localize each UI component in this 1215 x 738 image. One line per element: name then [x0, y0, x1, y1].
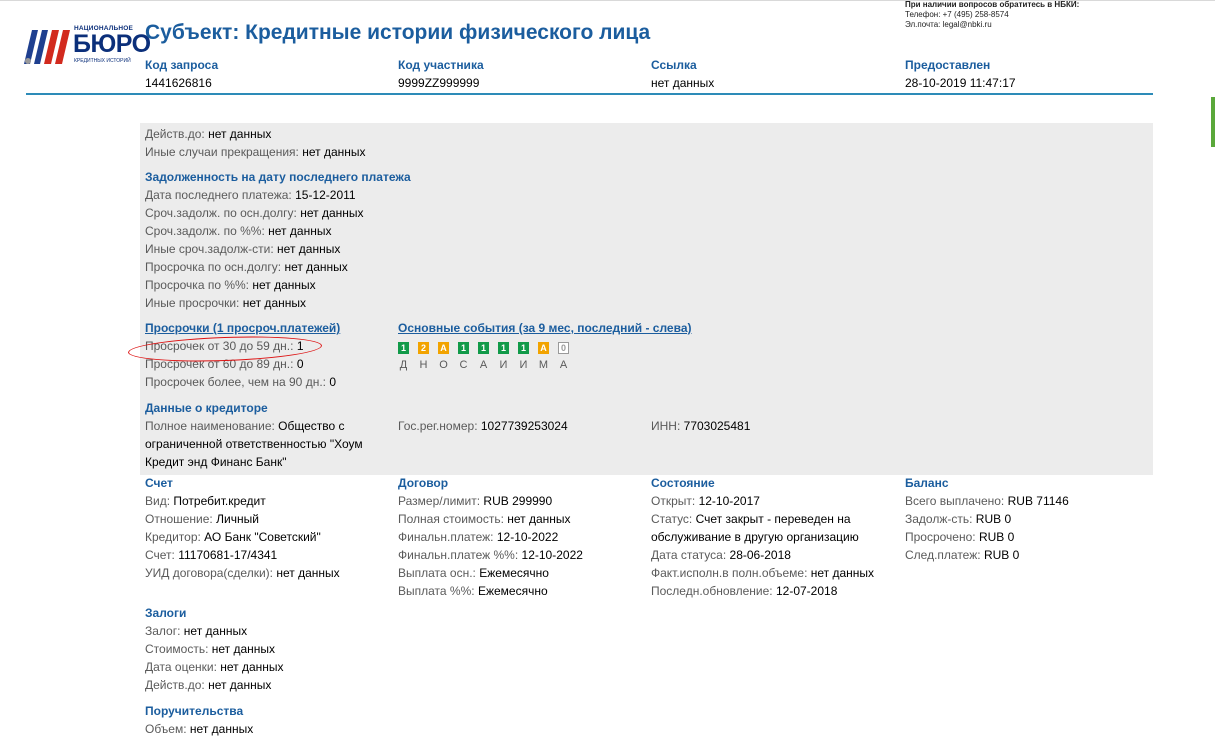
event-code-cell: 0: [558, 342, 569, 354]
page-title: Субъект: Кредитные истории физического лица: [145, 21, 651, 44]
balance-item: Задолж-сть: RUB 0: [905, 512, 1012, 526]
overdue-item: Просрочек более, чем на 90 дн.: 0: [145, 375, 337, 389]
nbki-logo: [22, 24, 151, 70]
event-month-letter: С: [459, 359, 468, 371]
balance-item: След.платеж: RUB 0: [905, 548, 1020, 562]
meta-value: 28-10-2019 11:47:17: [905, 76, 1016, 90]
balance-item: Просрочено: RUB 0: [905, 530, 1015, 544]
event-code-cell: 1: [518, 342, 529, 354]
collateral-section-title: Залоги: [145, 606, 187, 620]
meta-label: Предоставлен: [905, 58, 991, 72]
contract-item: Полная стоимость: нет данных: [398, 512, 571, 526]
state-opened: Открыт: 12-10-2017: [651, 494, 760, 508]
logo-bars-icon: [22, 26, 72, 66]
event-month-letter: Д: [399, 359, 408, 371]
meta-reference: [651, 58, 714, 90]
debt-item: Просрочка по %%: нет данных: [145, 278, 316, 292]
events-section-title[interactable]: Основные события (за 9 мес, последний - слева): [398, 321, 692, 335]
collateral-item: Стоимость: нет данных: [145, 642, 276, 656]
header-rule: [26, 93, 1153, 95]
logo-word-top: НАЦИОНАЛЬНОЕ: [74, 25, 134, 32]
event-month-letter: А: [559, 359, 568, 371]
collateral-item: Действ.до: нет данных: [145, 678, 272, 692]
debt-item: Просрочка по осн.долгу: нет данных: [145, 260, 348, 274]
contract-section-title: Договор: [398, 476, 449, 490]
account-item: Счет: 11170681-17/4341: [145, 548, 278, 562]
state-item: Факт.исполн.в полн.объеме: нет данных: [651, 566, 875, 580]
valid-until-line: Действ.до: нет данных: [145, 127, 272, 141]
event-code-cell: A: [438, 342, 449, 354]
other-termination-line: Иные случаи прекращения: нет данных: [145, 145, 366, 159]
account-item: Отношение: Личный: [145, 512, 259, 526]
contract-item: Выплата осн.: Ежемесячно: [398, 566, 549, 580]
meta-label: Код запроса: [145, 58, 219, 72]
account-item: УИД договора(сделки): нет данных: [145, 566, 340, 580]
meta-value: 1441626816: [145, 76, 212, 90]
debt-item: Иные сроч.задолж-сти: нет данных: [145, 242, 341, 256]
creditor-inn: ИНН: 7703025481: [651, 419, 751, 433]
overdue-item: Просрочек от 60 до 89 дн.: 0: [145, 357, 304, 371]
logo-word-bottom: КРЕДИТНЫХ ИСТОРИЙ: [74, 58, 131, 64]
meta-request-code: [145, 58, 218, 90]
event-code-cell: A: [538, 342, 549, 354]
meta-label: Код участника: [398, 58, 484, 72]
debt-item: Иные просрочки: нет данных: [145, 296, 306, 310]
account-item: Вид: Потребит.кредит: [145, 494, 266, 508]
meta-value: 9999ZZ999999: [398, 76, 480, 90]
event-month-letter: И: [519, 359, 528, 371]
event-code-cell: 1: [478, 342, 489, 354]
scroll-marker: [1211, 97, 1215, 147]
contract-item: Размер/лимит: RUB 299990: [398, 494, 553, 508]
state-item: Последн.обновление: 12-07-2018: [651, 584, 838, 598]
debt-item: Сроч.задолж. по осн.долгу: нет данных: [145, 206, 364, 220]
meta-member-code: [398, 58, 484, 90]
event-code-cell: 1: [498, 342, 509, 354]
state-status: Статус: Счет закрыт - переведен на обслуживание в другую организацию: [651, 512, 859, 544]
contact-phone: Телефон: +7 (495) 258-8574: [905, 10, 1009, 19]
contact-email: Эл.почта: legal@nbki.ru: [905, 20, 992, 29]
meta-label: Ссылка: [651, 58, 697, 72]
creditor-full-name: Полное наименование: Общество с ограниченной ответственностью "Хоум Кредит энд Финанс Банк": [145, 419, 363, 469]
overdue-section-title[interactable]: Просрочки (1 просроч.платежей): [145, 321, 341, 335]
event-month-letter: М: [538, 359, 549, 371]
debt-item: Сроч.задолж. по %%: нет данных: [145, 224, 332, 238]
logo-word-main: БЮРО: [73, 30, 151, 58]
event-code-cell: 2: [418, 342, 429, 354]
event-code-cell: 1: [458, 342, 469, 354]
account-item: Кредитор: АО Банк "Советский": [145, 530, 321, 544]
collateral-item: Дата оценки: нет данных: [145, 660, 284, 674]
event-month-letter: Н: [419, 359, 428, 371]
collateral-item: Залог: нет данных: [145, 624, 248, 638]
account-section-title: Счет: [145, 476, 173, 490]
meta-provided: [905, 58, 1016, 90]
event-month-letter: И: [499, 359, 508, 371]
event-month-letter: О: [439, 359, 448, 371]
creditor-reg-number: Гос.рег.номер: 1027739253024: [398, 419, 568, 433]
balance-section-title: Баланс: [905, 476, 949, 490]
debt-section-title: Задолженность на дату последнего платежа: [145, 170, 411, 184]
contract-item: Финальн.платеж: 12-10-2022: [398, 530, 559, 544]
event-code-cell: 1: [398, 342, 409, 354]
balance-item: Всего выплачено: RUB 71146: [905, 494, 1069, 508]
contract-item: Выплата %%: Ежемесячно: [398, 584, 548, 598]
creditor-section-title: Данные о кредиторе: [145, 401, 268, 415]
guarantees-section-title: Поручительства: [145, 704, 244, 718]
event-month-letter: А: [479, 359, 488, 371]
guarantee-item: Объем: нет данных: [145, 722, 254, 736]
state-item: Дата статуса: 28-06-2018: [651, 548, 791, 562]
contact-question: При наличии вопросов обратитесь в НБКИ:: [905, 0, 1080, 9]
debt-item: Дата последнего платежа: 15-12-2011: [145, 188, 356, 202]
contract-item: Финальн.платеж %%: 12-10-2022: [398, 548, 583, 562]
state-section-title: Состояние: [651, 476, 715, 490]
overdue-item: Просрочек от 30 до 59 дн.: 1: [145, 339, 304, 353]
contact-info: [905, 0, 1080, 30]
meta-value: нет данных: [651, 76, 715, 90]
